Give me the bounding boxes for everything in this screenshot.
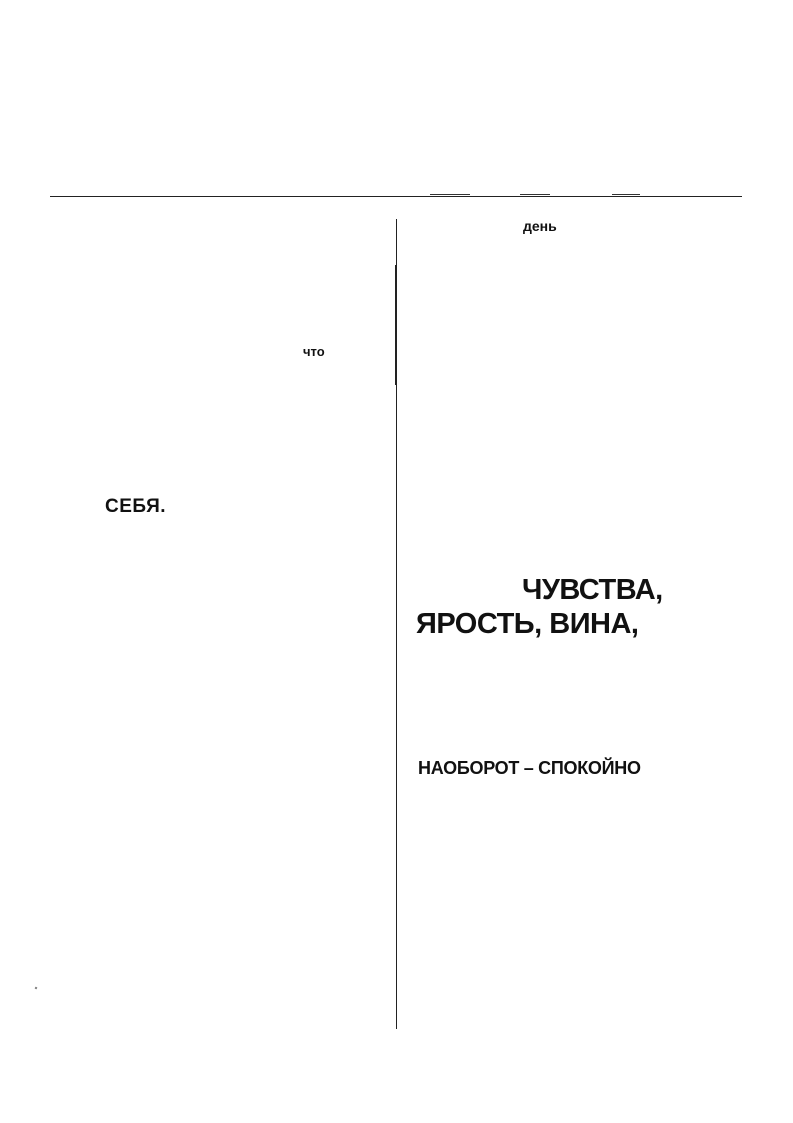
scan-speck (35, 987, 38, 990)
header-rule-fragment (430, 194, 470, 195)
header-rule-fragment (612, 194, 640, 195)
word-chto: что (303, 344, 325, 359)
header-rule (50, 196, 742, 197)
subheading: НАОБОРОТ – СПОКОЙНО (418, 758, 641, 778)
header-rule-fragment (520, 194, 550, 195)
heading-line-1: ЧУВСТВА, (522, 574, 663, 606)
word-sebya: СЕБЯ. (105, 496, 167, 517)
heading-line-2: ЯРОСТЬ, ВИНА, (416, 608, 639, 640)
column-divider-segment (395, 265, 397, 385)
word-den: день (523, 218, 557, 234)
